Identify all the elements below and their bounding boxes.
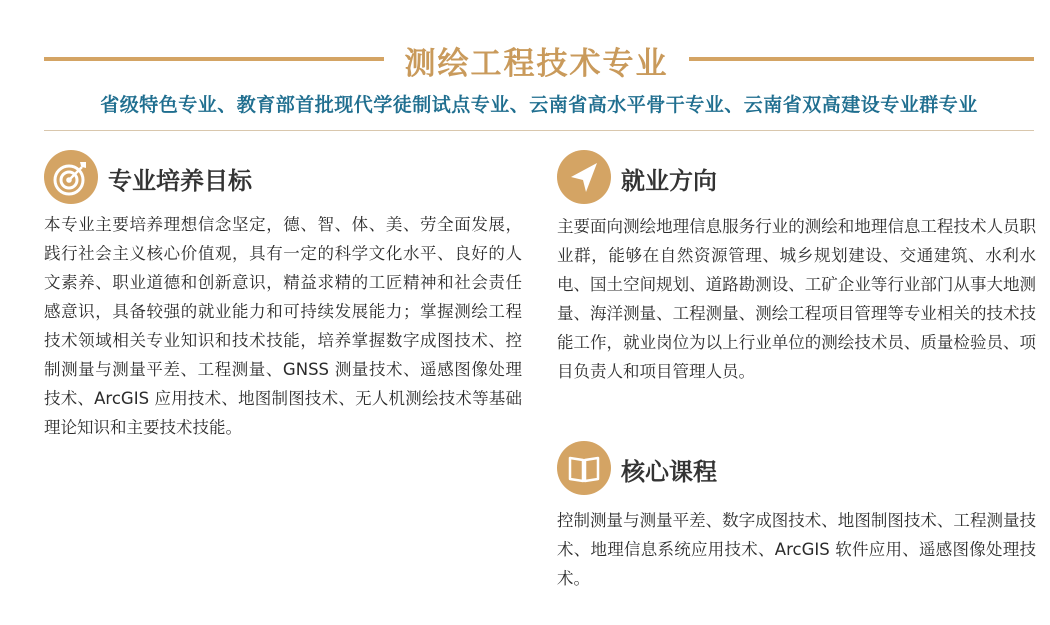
page-subtitle: 省级特色专业、教育部首批现代学徒制试点专业、云南省高水平骨干专业、云南省双高建设专业群专业 — [100, 94, 978, 116]
paper-plane-icon — [557, 150, 611, 204]
title-rule-right — [689, 57, 1034, 61]
section-courses-header — [557, 441, 857, 497]
section-employment-body: 主要面向测绘地理信息服务行业的测绘和地理信息工程技术人员职业群，能够在自然资源管理、城乡规划建设、交通建筑、水利水电、国土空间规划、道路勘测设、工矿企业等行业部门从事大地测量、海洋测量、工程测量、测绘工程项目管理等专业相关的技术技能工作，就业岗位为以上行业单位的测绘技术员、质量检验员、项目负责人和项目管理人员。 — [557, 217, 1036, 381]
section-goals-title: 专业培养目标 — [108, 167, 252, 195]
section-employment-header — [557, 150, 857, 206]
section-goals-header — [44, 150, 344, 206]
page-title: 测绘工程技术专业 — [404, 46, 669, 82]
book-icon — [557, 441, 611, 495]
title-row — [44, 34, 1034, 84]
title-rule-left — [44, 57, 384, 61]
section-courses-title: 核心课程 — [621, 458, 717, 486]
target-icon — [44, 150, 98, 204]
header-divider — [44, 130, 1034, 131]
section-employment-title: 就业方向 — [621, 167, 717, 195]
section-goals-body: 本专业主要培养理想信念坚定，德、智、体、美、劳全面发展，践行社会主义核心价值观，具有一定的科学文化水平、良好的人文素养、职业道德和创新意识，精益求精的工匠精神和社会责任感意识，具备较强的就业能力和可持续发展能力；掌握测绘工程技术领域相关专业知识和技术技能，培养掌握数字成图技术、控制测量与测量平差、工程测量、GNSS 测量技术、遥感图像处理技术、ArcGIS 应用技术、地图制图技术、无人机测绘技术等基础理论知识和主要技术技能。 — [44, 215, 522, 437]
section-courses-body: 控制测量与测量平差、数字成图技术、地图制图技术、工程测量技术、地理信息系统应用技术、ArcGIS 软件应用、遥感图像处理技术。 — [557, 511, 1036, 588]
